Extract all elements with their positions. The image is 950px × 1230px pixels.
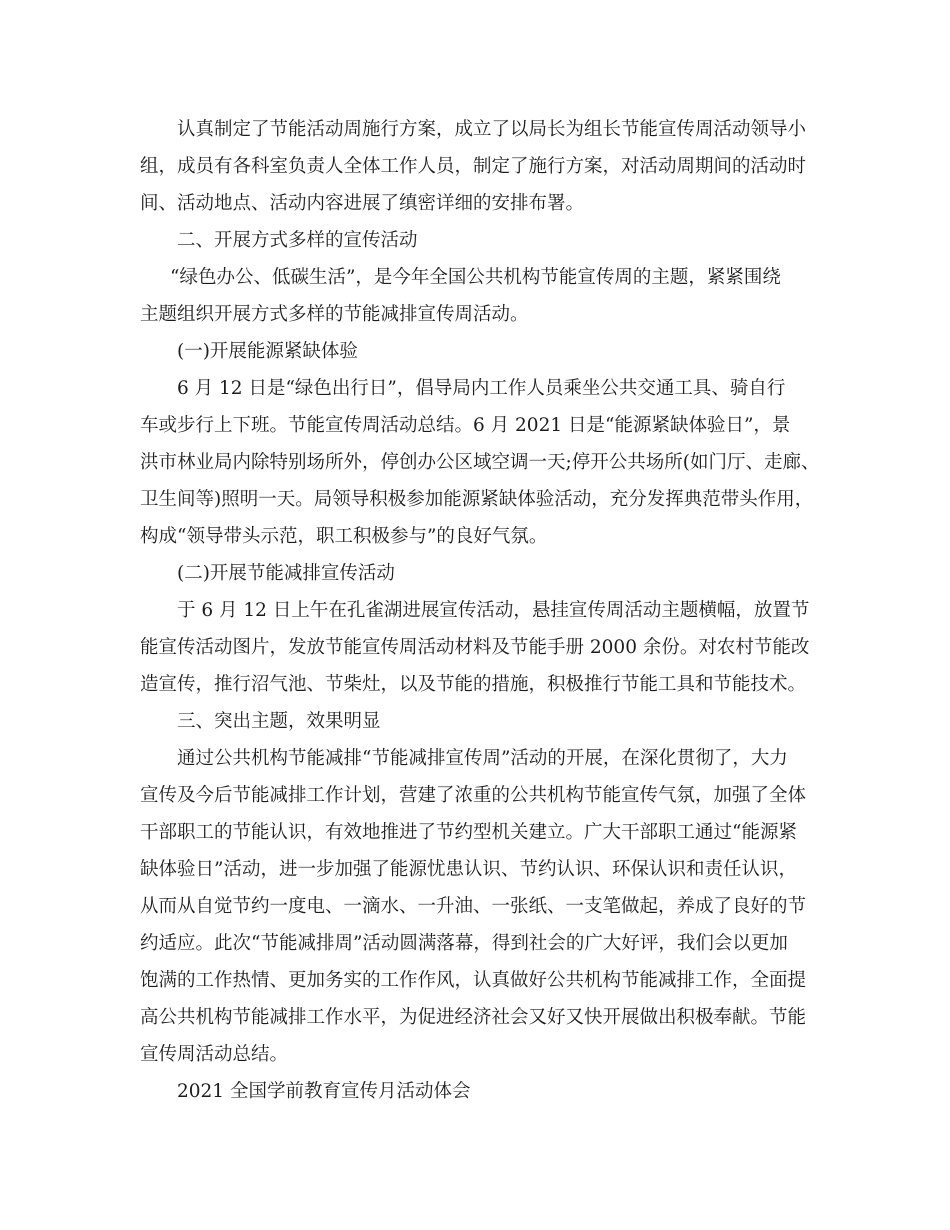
text-line: 缺体验日”活动，进一步加强了能源忧患认识、节约认识、环保认识和责任认识，: [140, 859, 797, 880]
subsection-heading: (二)开展节能减排宣传活动: [177, 563, 395, 584]
text-line: 主题组织开展方式多样的节能减排宣传周活动。: [140, 304, 529, 325]
text-line: 间、活动地点、活动内容进展了缜密详细的安排布署。: [140, 193, 585, 214]
text-line: 造宣传，推行沼气池、节柴灶，以及节能的措施，积极推行节能工具和节能技术。: [140, 674, 807, 695]
text-line: 洪市林业局内除特别场所外，停创办公区域空调一天;停开公共场所(如门厅、走廊、: [140, 452, 820, 473]
text-line: 饱满的工作热情、更加务实的工作作风，认真做好公共机构节能减排工作，全面提: [140, 970, 807, 991]
subsection-heading: (一)开展能源紧缺体验: [177, 341, 358, 362]
text-line: 车或步行上下班。节能宣传周活动总结。6 月 2021 日是“能源紧缺体验日”，景: [140, 415, 791, 436]
text-line: 能宣传活动图片，发放节能宣传周活动材料及节能手册 2000 余份。对农村节能改: [140, 637, 810, 658]
text-line: 于 6 月 12 日上午在孔雀湖进展宣传活动，悬挂宣传周活动主题横幅，放置节: [177, 600, 810, 621]
text-line: 高公共机构节能减排工作水平，为促进经济社会又好又快开展做出积极奉献。节能: [140, 1007, 807, 1028]
text-line: 从而从自觉节约一度电、一滴水、一升油、一张纸、一支笔做起，养成了良好的节: [140, 896, 807, 917]
text-line: 卫生间等)照明一天。局领导积极参加能源紧缺体验活动，充分发挥典范带头作用，: [140, 489, 814, 510]
next-title: 2021 全国学前教育宣传月活动体会: [177, 1081, 471, 1102]
text-line: 宣传周活动总结。: [140, 1044, 289, 1065]
section-heading: 三、突出主题，效果明显: [177, 711, 381, 732]
text-line: 6 月 12 日是“绿色出行日”，倡导局内工作人员乘坐公共交通工具、骑自行: [177, 378, 786, 399]
section-heading: 二、开展方式多样的宣传活动: [177, 230, 418, 251]
text-line: 宣传及今后节能减排工作计划，营建了浓重的公共机构节能宣传气氛，加强了全体: [140, 785, 807, 806]
text-line: 通过公共机构节能减排“节能减排宣传周”活动的开展，在深化贯彻了，大力: [177, 748, 788, 769]
text-line: 构成“领导带头示范，职工积极参与”的良好气氛。: [140, 526, 548, 547]
text-line: 约适应。此次“节能减排周”活动圆满落幕，得到社会的广大好评，我们会以更加: [140, 933, 788, 954]
text-line: “绿色办公、低碳生活”，是今年全国公共机构节能宣传周的主题，紧紧围绕: [170, 267, 781, 288]
text-line: 干部职工的节能认识，有效地推进了节约型机关建立。广大干部职工通过“能源紧: [140, 822, 797, 843]
text-line: 认真制定了节能活动周施行方案，成立了以局长为组长节能宣传周活动领导小: [177, 119, 807, 140]
text-line: 组，成员有各科室负责人全体工作人员，制定了施行方案，对活动周期间的活动时: [140, 156, 807, 177]
